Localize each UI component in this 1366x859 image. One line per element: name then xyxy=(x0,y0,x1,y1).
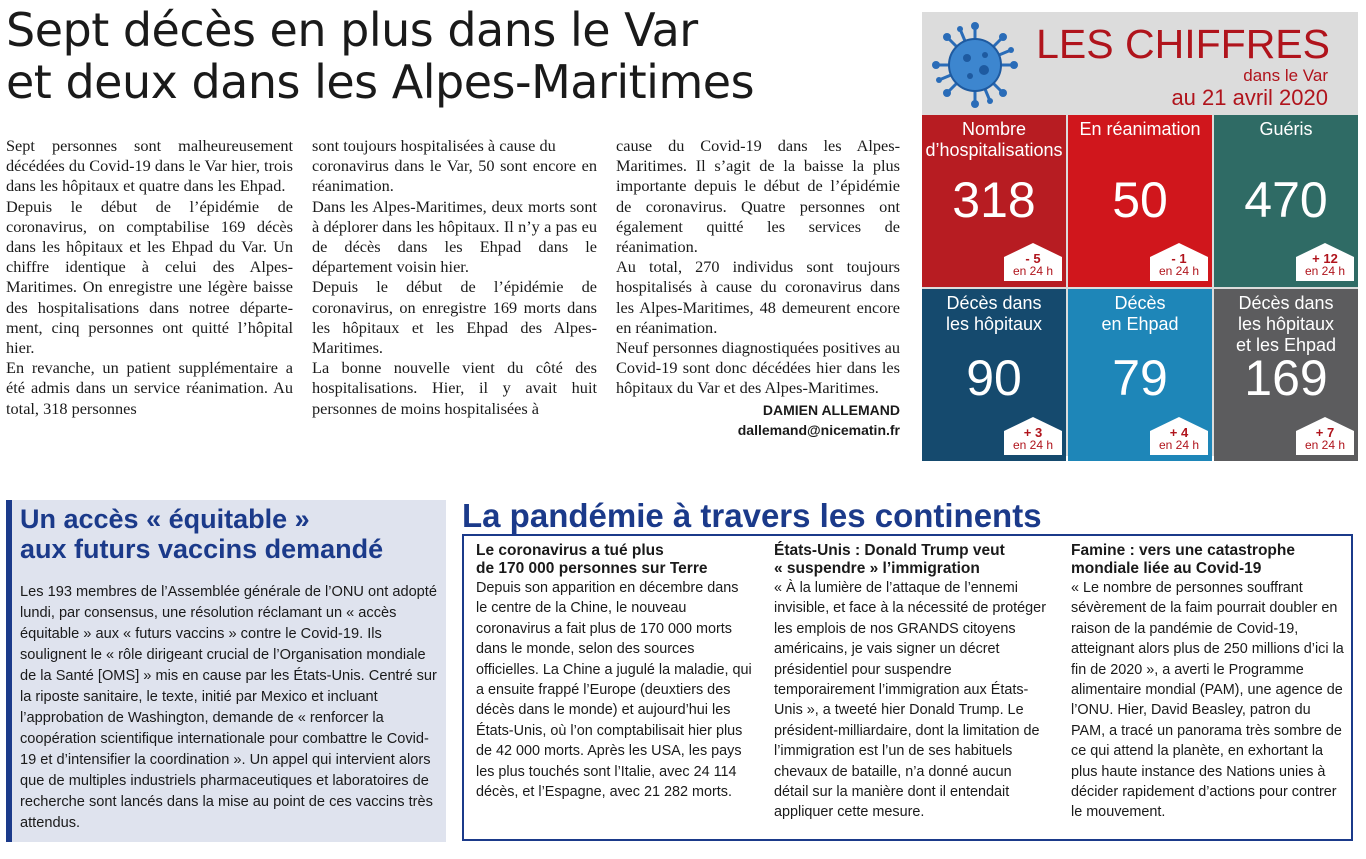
delta-value: - 5 xyxy=(1025,251,1041,266)
delta-badge xyxy=(1004,243,1062,281)
paragraph: coronavirus dans le Var, 50 sont encore en réanimation. xyxy=(312,156,597,196)
delta-unit: en 24 h xyxy=(1304,264,1346,278)
delta-badge xyxy=(1296,417,1354,455)
paragraph: En revanche, un patient supplémentaire a été admis dans un service réanimation. Au total, 318 personnes xyxy=(6,358,293,418)
continents-title: La pandémie à travers les continents xyxy=(462,497,1042,534)
stat-tile xyxy=(922,289,1066,461)
news-title xyxy=(476,542,752,578)
stat-label-line: Guéris xyxy=(1259,119,1313,139)
news-body: « À la lumière de l’attaque de l’ennemi invisible, et face à la nécessité de protéger les emplois de nos GRANDS citoyens américains, je vais signer un décret présidentiel pour suspendre temporairement l’immigration aux États-Unis », a tweeté hier Donald Trump. Le président-milliardaire, dont la limitation de l’immigration est l’un de ses habituels chevaux de bataille, n’a donné aucun détail sur la manière dont il entendait appliquer cette mesure. xyxy=(774,580,1046,821)
paragraph: La bonne nouvelle vient du côté des hospitalisations. Hier, il y avait huit personnes de moins hospitalisées à xyxy=(312,358,597,418)
news-item-world xyxy=(476,542,752,802)
stat-label-line: en Ehpad xyxy=(1101,314,1179,334)
paragraph: Neuf personnes diagnostiquées positives au Covid-19 sont donc décédées hier dans les hôpitaux du Var et des Alpes-Maritimes. xyxy=(616,338,900,398)
news-body: Depuis son apparition en décembre dans le centre de la Chine, le nouveau coronavirus a fait plus de 170 000 morts dans le monde, selon des sources officielles. La Chine a jugulé la maladie, qui a ensuite frappé l’Europe (deuxtiers des décès dans le monde) et aujourd’hui les États-Unis, où l’on comptabilisait hier plus de 42 000 morts. Après les USA, les pays les plus touchés sont l’Italie, avec 24 114 décès, et l’Espagne, avec 21 282 morts. xyxy=(476,580,752,801)
news-title-line: Famine : vers une catastrophe xyxy=(1071,542,1295,559)
delta-badge xyxy=(1150,243,1208,281)
stat-value: 79 xyxy=(1112,350,1168,406)
figures-header xyxy=(922,12,1358,115)
main-headline xyxy=(6,4,906,108)
virus-icon xyxy=(932,22,1018,108)
delta-badge xyxy=(1296,243,1354,281)
news-body: « Le nombre de personnes souffrant sévèrement de la faim pourrait doubler en raison de la pandémie de Covid-19, atteignant alors plus de 250 millions d’ici la fin de 2020 », a averti le Programme alimentaire mondial (PAM), une agence de l’ONU. Hier, David Beasley, patron du PAM, a tracé un panorama très sombre de ce qui attend la planète, en exhortant la plus haute instance des Nations unies à décider rapidement d’actions pour contrer le mouvement. xyxy=(1071,580,1344,821)
paragraph: Sept personnes sont malheureusement décédées du Covid-19 dans le Var hier, trois dans les hôpitaux et quatre dans les Ehpad. xyxy=(6,136,293,196)
stat-label xyxy=(1214,119,1358,140)
news-item-usa xyxy=(774,542,1050,823)
vaccine-title-line-1: Un accès « équitable » xyxy=(20,504,310,534)
stat-label-line: Décès xyxy=(1114,293,1166,313)
news-title-line: de 170 000 personnes sur Terre xyxy=(476,560,708,577)
stat-value: 169 xyxy=(1244,350,1328,406)
paragraph: Dans les Alpes-Maritimes, deux morts sont à déplorer dans les hôpitaux. Il n’y a pas eu de décès dans les Ehpad dans le département voisin hier. xyxy=(312,196,597,277)
article-column-3 xyxy=(616,136,900,440)
stat-label-line: d’hospitalisations xyxy=(925,140,1063,160)
delta-unit: en 24 h xyxy=(1304,438,1346,452)
stat-tile xyxy=(1068,115,1212,287)
paragraph: sont toujours hospitalisées à cause du xyxy=(312,136,556,155)
paragraph: cause du Covid-19 dans les Alpes-Maritimes. Il s’agit de la baisse la plus importante depuis le début de l’épidémie de coronavirus. Quatre personnes ont également quitté les services de réanimation. xyxy=(616,136,900,257)
stat-label xyxy=(922,293,1066,335)
vaccine-body: Les 193 membres de l’Assemblée générale de l’ONU ont adopté lundi, par consensus, une résolution réclamant un « accès équitable » aux « futurs vaccins » contre le Covid-19. Ils soulignent le « rôle dirigeant crucial de l’Organisation mondiale de la Santé [OMS] » mis en cause par les États-Unis. Centré sur la riposte sanitaire, le texte, initié par Mexico et incluant l’approbation de Washington, demande de « renforcer la coopération scientifique internationale pour combattre le Covid-19 et d’intensifier la coordination ». Un appel qui intervient alors que de multiples industriels pharmaceutiques et laboratoires de recherche sont lancés dans la mise au point de ces vaccins très attendus. xyxy=(20,584,437,831)
delta-unit: en 24 h xyxy=(1158,438,1200,452)
stat-value: 470 xyxy=(1244,172,1328,228)
stat-label-line: Nombre xyxy=(961,119,1027,139)
accent-bar xyxy=(6,500,12,842)
delta-unit: en 24 h xyxy=(1012,438,1054,452)
paragraph: Au total, 270 individus sont toujours hospitalisés à cause du coronavirus dans les Alpes-Maritimes, 48 demeurent encore en réanimation. xyxy=(616,257,900,337)
delta-value: + 7 xyxy=(1315,425,1335,440)
headline-line-1: Sept décès en plus dans le Var xyxy=(6,3,698,57)
article-column-2 xyxy=(312,136,597,419)
delta-value: + 4 xyxy=(1169,425,1189,440)
news-item-famine xyxy=(1071,542,1347,823)
news-title-line: « suspendre » l’immigration xyxy=(774,560,980,577)
figures-title: LES CHIFFRES xyxy=(1036,21,1330,67)
stat-tile xyxy=(1068,289,1212,461)
stat-label-line: les hôpitaux xyxy=(1237,314,1335,334)
figures-subtitle-date: au 21 avril 2020 xyxy=(1171,85,1328,110)
paragraph: Depuis le début de l’épidémie de coronavirus, on enregistre 169 morts dans les hôpitaux et les Ehpad des Alpes-Maritimes. xyxy=(312,277,597,358)
stat-value: 318 xyxy=(952,172,1036,228)
stat-tile xyxy=(922,115,1066,287)
paragraph: Depuis le début de l’épidémie de coronavirus, on comptabilise 169 décès dans les hôpitaux et les Ehpad du Var. Un chiffre identique à celui des Alpes-Maritimes. On enregistre une légère baisse des hospitalisations dans notree département, cinq personnes ont quitté l’hôpital hier. xyxy=(6,196,293,358)
delta-value: + 12 xyxy=(1312,251,1338,266)
delta-badge xyxy=(1150,417,1208,455)
delta-unit: en 24 h xyxy=(1158,264,1200,278)
stat-label xyxy=(1068,119,1212,140)
stat-label-line: En réanimation xyxy=(1079,119,1201,139)
delta-unit: en 24 h xyxy=(1012,264,1054,278)
news-title xyxy=(774,542,1050,578)
stat-value: 50 xyxy=(1112,172,1168,228)
news-title-line: États-Unis : Donald Trump veut xyxy=(774,542,1005,559)
stat-label xyxy=(1068,293,1212,335)
delta-value: - 1 xyxy=(1171,251,1187,266)
vaccine-title-line-2: aux futurs vaccins demandé xyxy=(20,534,384,564)
headline-line-2: et deux dans les Alpes-Maritimes xyxy=(6,55,755,109)
author-name: DAMIEN ALLEMAND xyxy=(762,401,900,418)
vaccine-box xyxy=(6,500,446,842)
stat-label-line: les hôpitaux xyxy=(945,314,1043,334)
stat-label-line: Décès dans xyxy=(946,293,1042,313)
news-title-line: Le coronavirus a tué plus xyxy=(476,542,664,559)
news-title-line: mondiale liée au Covid-19 xyxy=(1071,560,1262,577)
stat-label xyxy=(1214,293,1358,356)
stat-label-line: Décès dans xyxy=(1238,293,1334,313)
delta-badge xyxy=(1004,417,1062,455)
vaccine-title xyxy=(20,504,450,564)
figures-box xyxy=(922,12,1358,456)
stat-label xyxy=(922,119,1066,161)
stat-tile xyxy=(1214,115,1358,287)
stat-label-line: et les Ehpad xyxy=(1235,335,1337,355)
stat-tile xyxy=(1214,289,1358,461)
author-email: dallemand@nicematin.fr xyxy=(737,421,900,438)
news-title xyxy=(1071,542,1347,578)
stat-value: 90 xyxy=(966,350,1022,406)
delta-value: + 3 xyxy=(1023,425,1043,440)
article-column-1 xyxy=(6,136,293,419)
figures-subtitle-place: dans le Var xyxy=(1243,66,1328,85)
